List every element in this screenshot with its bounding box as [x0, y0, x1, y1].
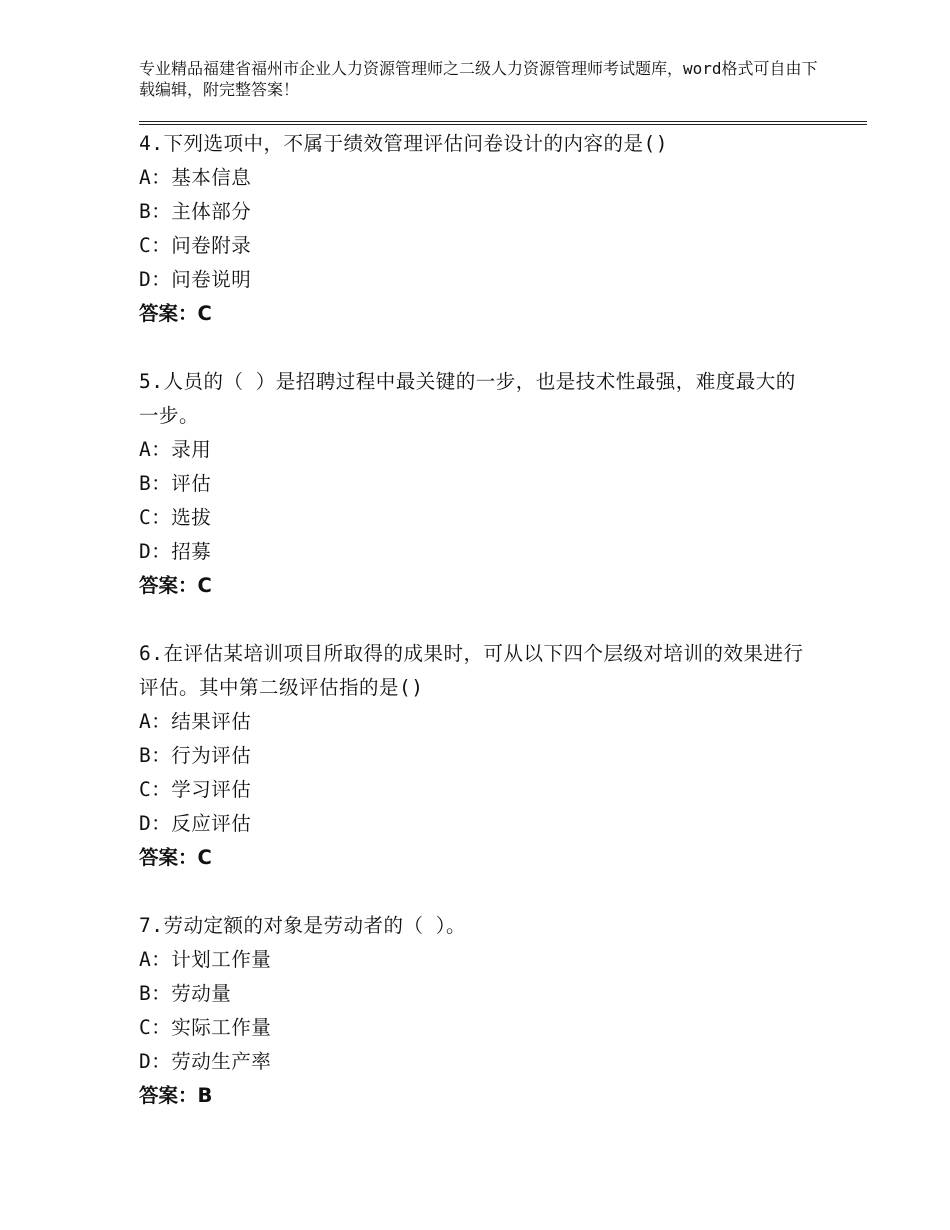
option-a: A：计划工作量 — [139, 948, 272, 971]
option-c: C：问卷附录 — [139, 234, 252, 257]
option-c: C：实际工作量 — [139, 1016, 272, 1039]
option-b: B：行为评估 — [139, 744, 252, 767]
answer: 答案：C — [139, 846, 212, 869]
question-stem: 7.劳动定额的对象是劳动者的（ ）。 — [139, 914, 466, 937]
option-d: D：劳动生产率 — [139, 1050, 272, 1073]
question-stem: 4.下列选项中，不属于绩效管理评估问卷设计的内容的是() — [139, 132, 668, 155]
question-list — [139, 127, 839, 1113]
answer: 答案：C — [139, 574, 212, 597]
question-6 — [139, 637, 839, 875]
option-c: C：学习评估 — [139, 778, 252, 801]
option-b: B：劳动量 — [139, 982, 232, 1005]
option-b: B：评估 — [139, 472, 212, 495]
option-a: A：结果评估 — [139, 710, 252, 733]
question-4 — [139, 127, 839, 331]
question-5 — [139, 365, 839, 603]
document-header: 专业精品福建省福州市企业人力资源管理师之二级人力资源管理师考试题库，word格式可自由下载编辑，附完整答案！ — [139, 59, 818, 99]
question-stem: 6.在评估某培训项目所取得的成果时，可从以下四个层级对培训的效果进行评估。其中第二级评估指的是() — [139, 642, 804, 699]
answer: 答案：B — [139, 1084, 213, 1107]
option-d: D：反应评估 — [139, 812, 252, 835]
header-rule-bottom — [139, 124, 867, 125]
option-b: B：主体部分 — [139, 200, 252, 223]
option-a: A：基本信息 — [139, 166, 252, 189]
header-rule-top — [139, 121, 867, 122]
option-a: A：录用 — [139, 438, 212, 461]
option-d: D：招募 — [139, 540, 212, 563]
option-d: D：问卷说明 — [139, 268, 252, 291]
option-c: C：选拔 — [139, 506, 212, 529]
question-7 — [139, 909, 839, 1113]
question-stem: 5.人员的（ ）是招聘过程中最关键的一步，也是技术性最强，难度最大的一步。 — [139, 370, 796, 427]
answer: 答案：C — [139, 302, 212, 325]
